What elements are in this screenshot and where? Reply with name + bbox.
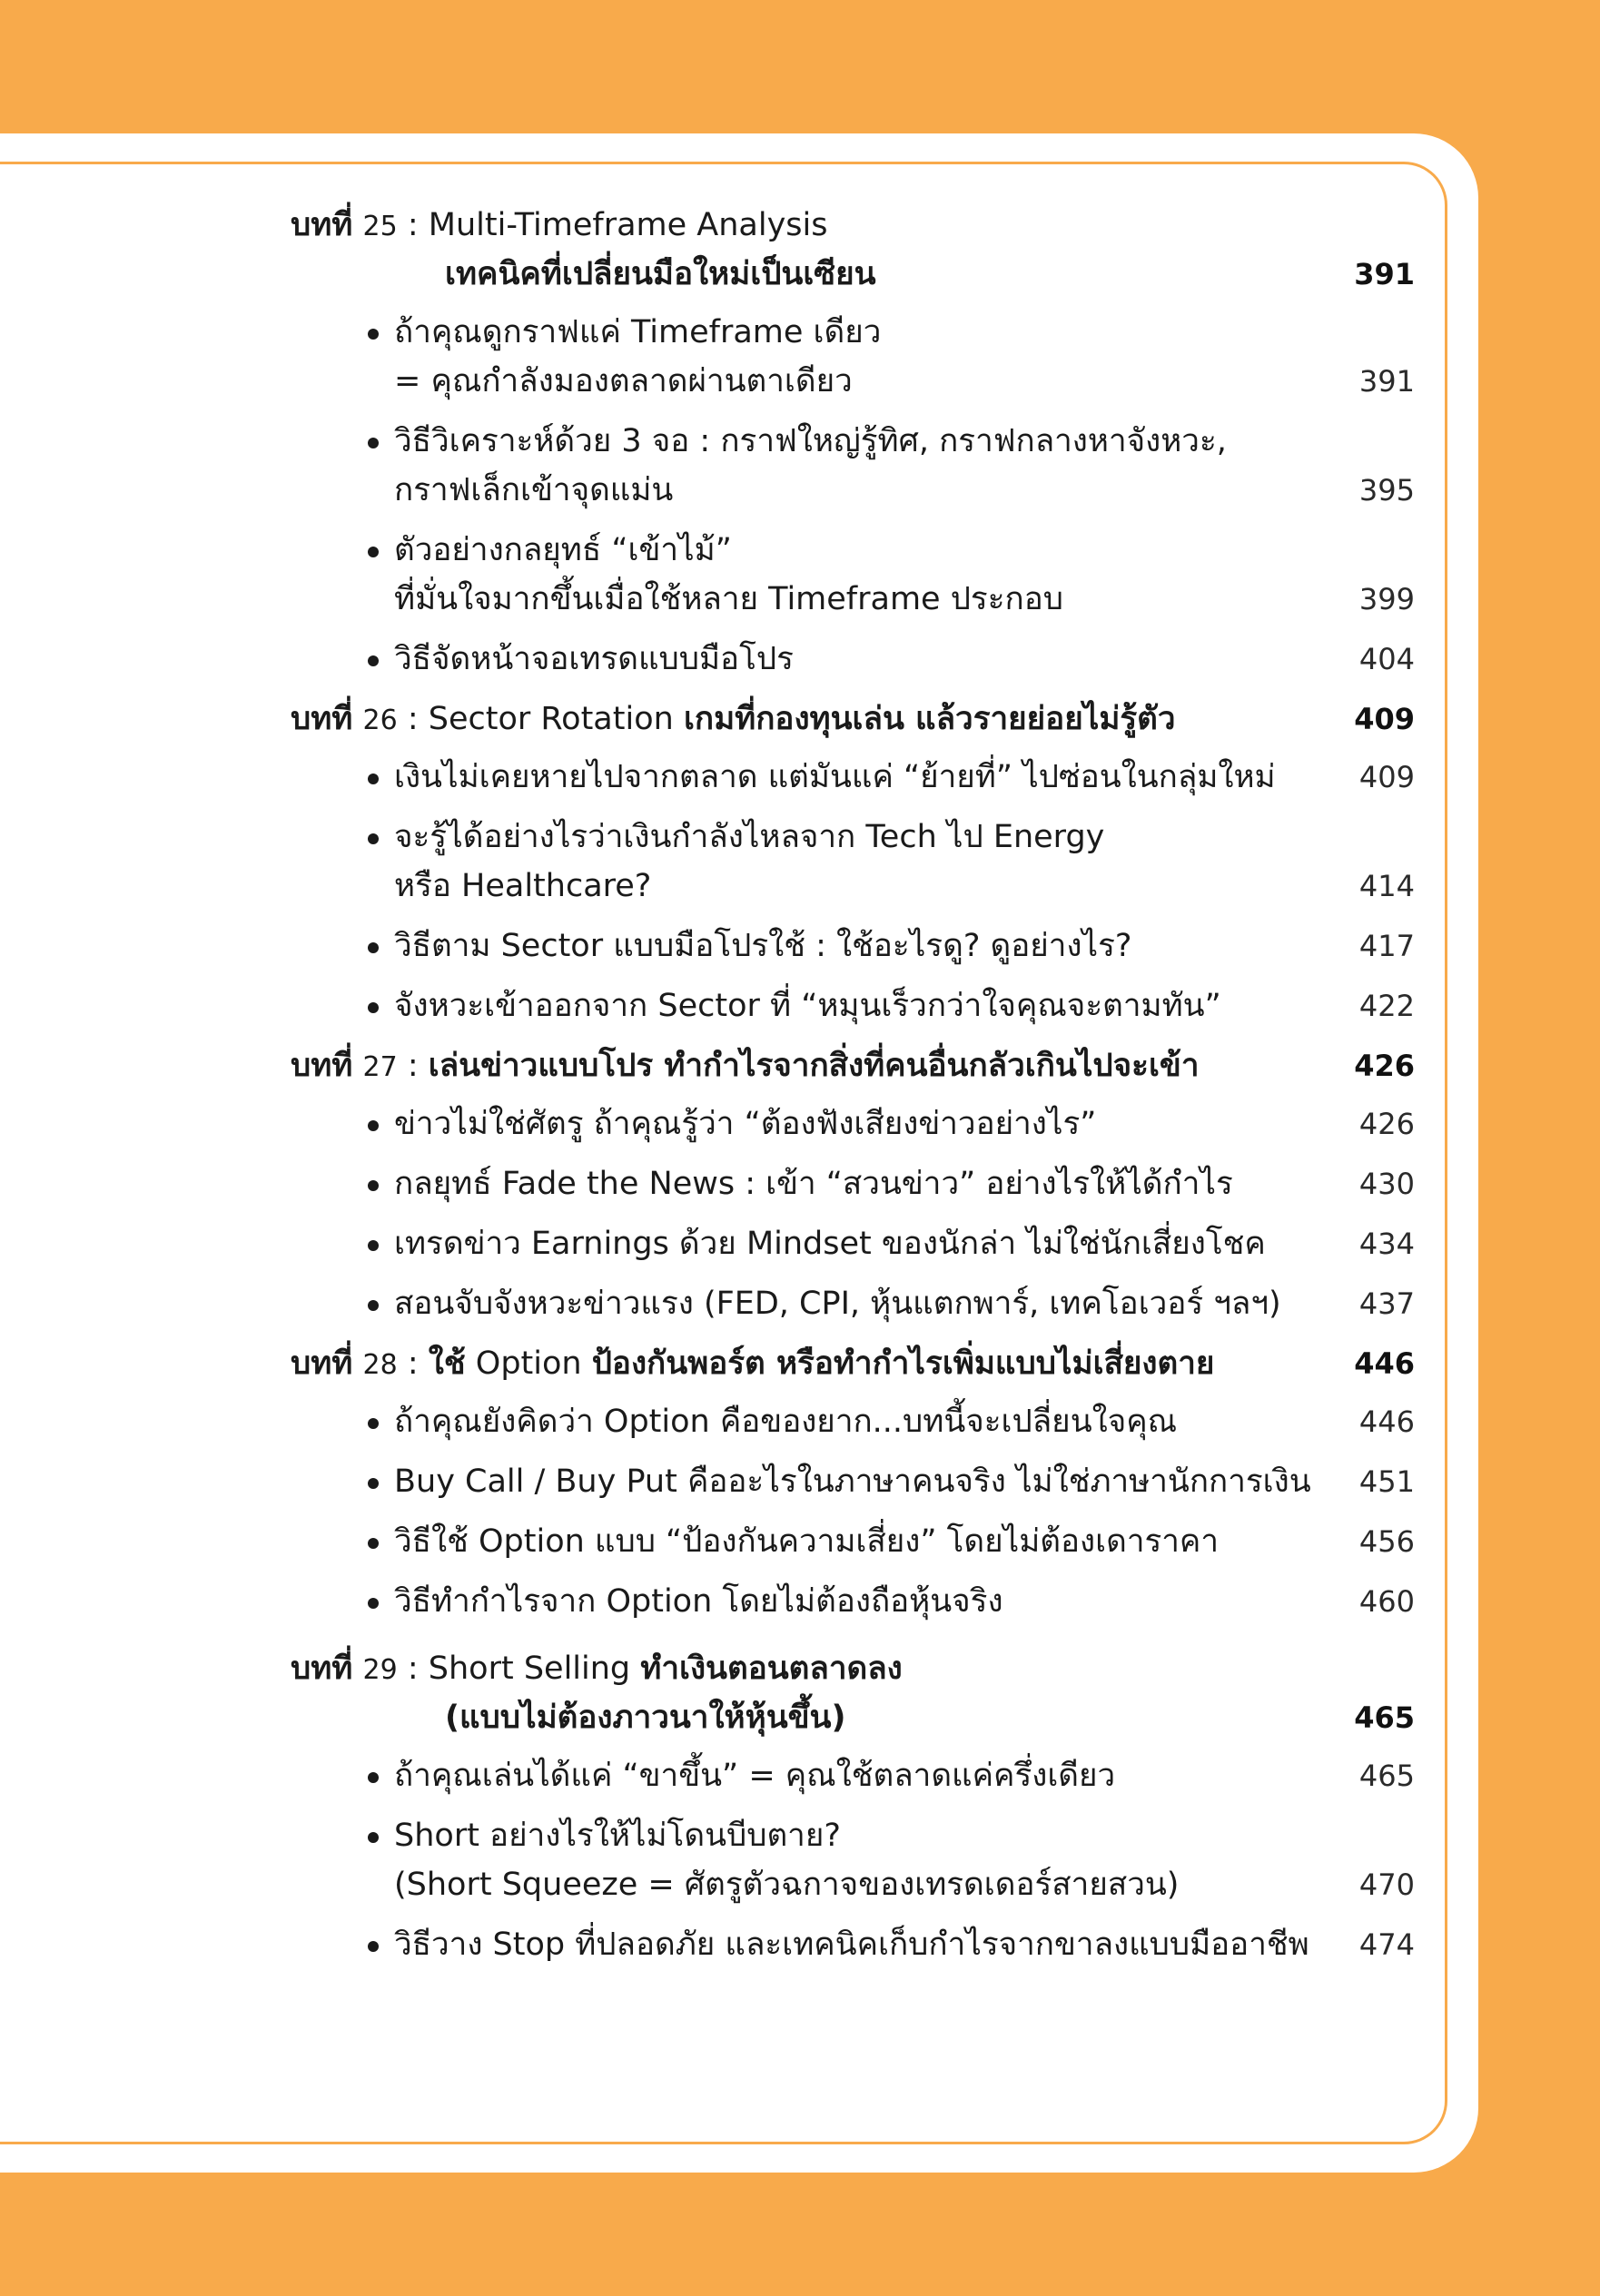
- chapter-number: 29: [362, 1654, 398, 1686]
- bullet-icon: [368, 1120, 379, 1131]
- chapter-separator: :: [407, 701, 419, 737]
- toc-item: จังหวะเข้าออกจาก Sector ที่ “หมุนเร็วกว่าใจคุณจะตามทัน”: [394, 988, 1221, 1024]
- toc-item: ถ้าคุณยังคิดว่า Option คือของยาก...บทนี้จะเปลี่ยนใจคุณ: [394, 1404, 1178, 1440]
- toc-item-page: 404: [1358, 642, 1415, 676]
- toc-item-page: 470: [1358, 1867, 1415, 1902]
- chapter-title: Short Selling: [428, 1651, 631, 1687]
- bullet-icon: [368, 833, 379, 844]
- chapter-title: Sector Rotation: [428, 701, 674, 737]
- bullet-icon: [368, 547, 379, 557]
- toc-item: เงินไม่เคยหายไปจากตลาด แต่มันแค่ “ย้ายที่” ไปซ่อนในกลุ่มใหม่: [394, 759, 1276, 795]
- toc-item-page: 460: [1358, 1584, 1415, 1619]
- bullet-icon: [368, 1538, 379, 1549]
- bullet-icon: [368, 329, 379, 340]
- bullet-icon: [368, 1598, 379, 1609]
- bullet-icon: [368, 655, 379, 666]
- bullet-icon: [368, 1418, 379, 1429]
- bullet-icon: [368, 1772, 379, 1783]
- chapter-title: Option: [475, 1345, 582, 1382]
- toc-item: ตัวอย่างกลยุทธ์ “เข้าไม้”: [394, 532, 732, 568]
- toc-item-continued: (Short Squeeze = ศัตรูตัวฉกาจของเทรดเดอร์สายสวน): [394, 1867, 1180, 1903]
- chapter-label: บทที่: [291, 1651, 353, 1687]
- chapter-separator: :: [407, 1651, 419, 1687]
- toc-item: วิธีทำกำไรจาก Option โดยไม่ต้องถือหุ้นจริง: [394, 1583, 1003, 1620]
- toc-item: เทรดข่าว Earnings ด้วย Mindset ของนักล่า ไม่ใช่นักเสี่ยงโชค: [394, 1226, 1266, 1262]
- toc-item-page: 426: [1358, 1107, 1415, 1141]
- toc-item: ข่าวไม่ใช่ศัตรู ถ้าคุณรู้ว่า “ต้องฟังเสียงข่าวอย่างไร”: [394, 1106, 1097, 1142]
- toc-item-continued: ที่มั่นใจมากขึ้นเมื่อใช้หลาย Timeframe ประกอบ: [394, 581, 1063, 617]
- chapter-title: Multi-Timeframe Analysis: [428, 207, 828, 243]
- chapter-29-page: 465: [1354, 1700, 1415, 1735]
- chapter-number: 26: [362, 705, 398, 736]
- chapter-29-subtitle: (แบบไม่ต้องภาวนาให้หุ้นขึ้น): [445, 1700, 846, 1736]
- toc-item: ถ้าคุณดูกราฟแค่ Timeframe เดียว: [394, 314, 882, 350]
- chapter-separator: :: [407, 207, 419, 243]
- toc-item-continued: = คุณกำลังมองตลาดผ่านตาเดียว: [394, 363, 853, 399]
- bullet-icon: [368, 1240, 379, 1251]
- bullet-icon: [368, 942, 379, 953]
- chapter-label: บทที่: [291, 1048, 353, 1084]
- chapter-label: บทที่: [291, 207, 353, 243]
- chapter-29-heading: [291, 1649, 903, 1690]
- chapter-separator: :: [407, 1048, 419, 1084]
- chapter-27-heading: [291, 1046, 1200, 1088]
- chapter-26-heading: [291, 699, 1176, 741]
- toc-item-page: 446: [1358, 1404, 1415, 1439]
- chapter-25-subtitle: เทคนิคที่เปลี่ยนมือใหม่เป็นเซียน: [445, 256, 876, 292]
- toc-item-page: 434: [1358, 1227, 1415, 1261]
- toc-item-page: 451: [1358, 1464, 1415, 1499]
- chapter-title-prefix: ใช้: [428, 1345, 466, 1382]
- chapter-number: 27: [362, 1051, 398, 1083]
- bullet-icon: [368, 1002, 379, 1013]
- chapter-25-page: 391: [1354, 257, 1415, 291]
- toc-item-page: 474: [1358, 1927, 1415, 1962]
- chapter-separator: :: [407, 1345, 419, 1382]
- chapter-28-page: 446: [1354, 1346, 1415, 1381]
- toc-item-page: 430: [1358, 1167, 1415, 1201]
- toc-item: วิธีใช้ Option แบบ “ป้องกันความเสี่ยง” โดยไม่ต้องเดาราคา: [394, 1523, 1220, 1560]
- chapter-title: เล่นข่าวแบบโปร ทำกำไรจากสิ่งที่คนอื่นกลัวเกินไปจะเข้า: [428, 1048, 1200, 1084]
- toc-item: จะรู้ได้อย่างไรว่าเงินกำลังไหลจาก Tech ไป Energy: [394, 819, 1105, 855]
- chapter-label: บทที่: [291, 701, 353, 737]
- toc-item-continued: กราฟเล็กเข้าจุดแม่น: [394, 472, 674, 508]
- bullet-icon: [368, 1941, 379, 1952]
- toc-item-page: 409: [1358, 760, 1415, 794]
- toc-item: ถ้าคุณเล่นได้แค่ “ขาขึ้น” = คุณใช้ตลาดแค่ครึ่งเดียว: [394, 1758, 1116, 1794]
- chapter-title-thai: ทำเงินตอนตลาดลง: [640, 1651, 903, 1687]
- chapter-title-thai: เกมที่กองทุนเล่น แล้วรายย่อยไม่รู้ตัว: [683, 701, 1176, 737]
- bullet-icon: [368, 1478, 379, 1489]
- toc-item: วิธีวาง Stop ที่ปลอดภัย และเทคนิคเก็บกำไรจากขาลงแบบมืออาชีพ: [394, 1926, 1309, 1963]
- chapter-title-thai: ป้องกันพอร์ต หรือทำกำไรเพิ่มแบบไม่เสี่ยงตาย: [591, 1345, 1215, 1382]
- toc-item-page: 437: [1358, 1286, 1415, 1321]
- toc-item: วิธีจัดหน้าจอเทรดแบบมือโปร: [394, 641, 794, 677]
- toc-item: สอนจับจังหวะข่าวแรง (FED, CPI, หุ้นแตกพาร์, เทคโอเวอร์ ฯลฯ): [394, 1286, 1281, 1322]
- toc-item: Buy Call / Buy Put คืออะไรในภาษาคนจริง ไม่ใช่ภาษานักการเงิน: [394, 1463, 1311, 1500]
- toc-item: Short อย่างไรให้ไม่โดนบีบตาย?: [394, 1818, 841, 1854]
- toc-item-page: 456: [1358, 1524, 1415, 1559]
- chapter-number: 28: [362, 1349, 398, 1381]
- toc-item-page: 414: [1358, 869, 1415, 903]
- chapter-27-page: 426: [1354, 1049, 1415, 1083]
- toc-item-page: 417: [1358, 929, 1415, 963]
- toc-item-page: 391: [1358, 364, 1415, 399]
- toc-item-page: 465: [1358, 1759, 1415, 1793]
- bullet-icon: [368, 438, 379, 448]
- chapter-28-heading: [291, 1344, 1214, 1385]
- toc-item: วิธีวิเคราะห์ด้วย 3 จอ : กราฟใหญ่รู้ทิศ, กราฟกลางหาจังหวะ,: [394, 423, 1227, 459]
- bullet-icon: [368, 1180, 379, 1191]
- chapter-26-page: 409: [1354, 702, 1415, 736]
- bullet-icon: [368, 1300, 379, 1311]
- chapter-25-heading: [291, 205, 828, 247]
- bullet-icon: [368, 774, 379, 784]
- toc-item-page: 395: [1358, 473, 1415, 507]
- toc-item: กลยุทธ์ Fade the News : เข้า “สวนข่าว” อย่างไรให้ได้กำไร: [394, 1166, 1233, 1202]
- toc-item: วิธีตาม Sector แบบมือโปรใช้ : ใช้อะไรดู? ดูอย่างไร?: [394, 928, 1132, 964]
- chapter-label: บทที่: [291, 1345, 353, 1382]
- chapter-number: 25: [362, 211, 398, 242]
- toc-item-page: 399: [1358, 582, 1415, 616]
- bullet-icon: [368, 1832, 379, 1843]
- toc-item-continued: หรือ Healthcare?: [394, 868, 652, 904]
- toc-item-page: 422: [1358, 989, 1415, 1023]
